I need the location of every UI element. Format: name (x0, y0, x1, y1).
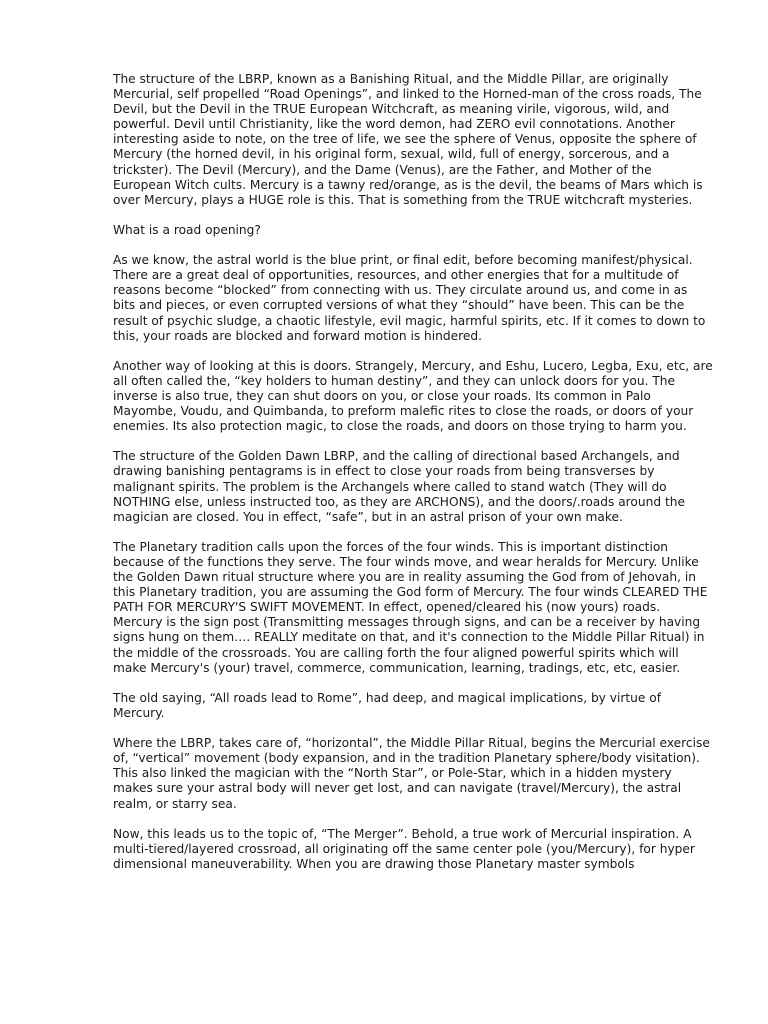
paragraph-planetary-tradition: The Planetary tradition calls upon the forces of the four winds. This is important distinction because of the functions they serve. The four winds move, and wear heralds for Mercury. Unlike the Golden Dawn ritual structure where you are in reality assuming the God from of Jehovah, in this Planetary tradition, you are assuming the God form of Mercury. The four winds CLEARED THE PATH FOR MERCURY'S SWIFT MOVEMENT. In effect, opened/cleared his (now yours) roads. Mercury is the sign post (Transmitting messages through signs, and can be a receiver by having signs hung on them…. REALLY meditate on that, and it's connection to the Middle Pillar Ritual) in the middle of the crossroads. You are calling forth the four aligned powerful spirits which will make Mercury's (your) travel, commerce, communication, learning, tradings, etc, etc, easier. (113, 539, 708, 675)
paragraph-doors: Another way of looking at this is doors. Strangely, Mercury, and Eshu, Lucero, Legba, Exu, etc, are all often called the, “key holders to human destiny”, and they can unlock doors for you. The inverse is also true, they can shut doors on you, or close your roads. Its common in Palo Mayombe, Voudu, and Quimbanda, to preform malefic rites to close the roads, or doors of your enemies. Its also protection magic, to close the roads, and doors on those trying to harm you. (113, 358, 713, 434)
paragraph-middle-pillar: Where the LBRP, takes care of, “horizontal”, the Middle Pillar Ritual, begins the Mercurial exercise of, “vertical” movement (body expansion, and in the tradition Planetary sphere/body visitation). This also linked the magician with the “North Star”, or Pole-Star, which in a hidden mystery makes sure your astral body will never get lost, and can navigate (travel/Mercury), the astral realm, or starry sea. (113, 736, 710, 811)
paragraph-golden-dawn: The structure of the Golden Dawn LBRP, and the calling of directional based Archangels, and drawing banishing pentagrams is in effect to close your roads from being transverses by malignant spirits. The problem is the Archangels where called to stand watch (They will do NOTHING else, unless instructed too, as they are ARCHONS), and the doors/.roads around the magician are closed. You in effect, “safe”, but in an astral prison of your own make. (113, 449, 685, 524)
paragraph-all-roads-rome: The old saying, “All roads lead to Rome”, had deep, and magical implications, by virtue of Mercury. (113, 690, 662, 720)
paragraph-the-merger: Now, this leads us to the topic of, “The Merger”. Behold, a true work of Mercurial inspiration. A multi-tiered/layered crossroad, all originating off the same center pole (you/Mercury), for hyper dimensional maneuverability. When you are drawing those Planetary master symbols (113, 826, 695, 871)
document-page (113, 72, 713, 887)
paragraph-astral-world: As we know, the astral world is the blue print, or final edit, before becoming manifest/physical. There are a great deal of opportunities, resources, and other energies that for a multitude of reasons become “blocked” from connecting with us. They circulate around us, and come in as bits and pieces, or even corrupted versions of what they “should” have been. This can be the result of psychic sludge, a chaotic lifestyle, evil magic, harmful spirits, etc. If it comes to down to this, your roads are blocked and forward motion is hindered. (113, 253, 706, 343)
paragraph-road-opening-question: What is a road opening? (113, 222, 261, 237)
paragraph-lbrp-structure: The structure of the LBRP, known as a Banishing Ritual, and the Middle Pillar, are originally Mercurial, self propelled “Road Openings”, and linked to the Horned-man of the cross roads, The Devil, but the Devil in the TRUE European Witchcraft, as meaning virile, vigorous, wild, and powerful. Devil until Christianity, like the word demon, had ZERO evil connotations. Another interesting aside to note, on the tree of life, we see the sphere of Venus, opposite the sphere of Mercury (the horned devil, in his original form, sexual, wild, full of energy, sorcerous, and a trickster). The Devil (Mercury), and the Dame (Venus), are the Father, and Mother of the European Witch cults. Mercury is a tawny red/orange, as is the devil, the beams of Mars which is over Mercury, plays a HUGE role is this. That is something from the TRUE witchcraft mysteries. (113, 72, 703, 207)
